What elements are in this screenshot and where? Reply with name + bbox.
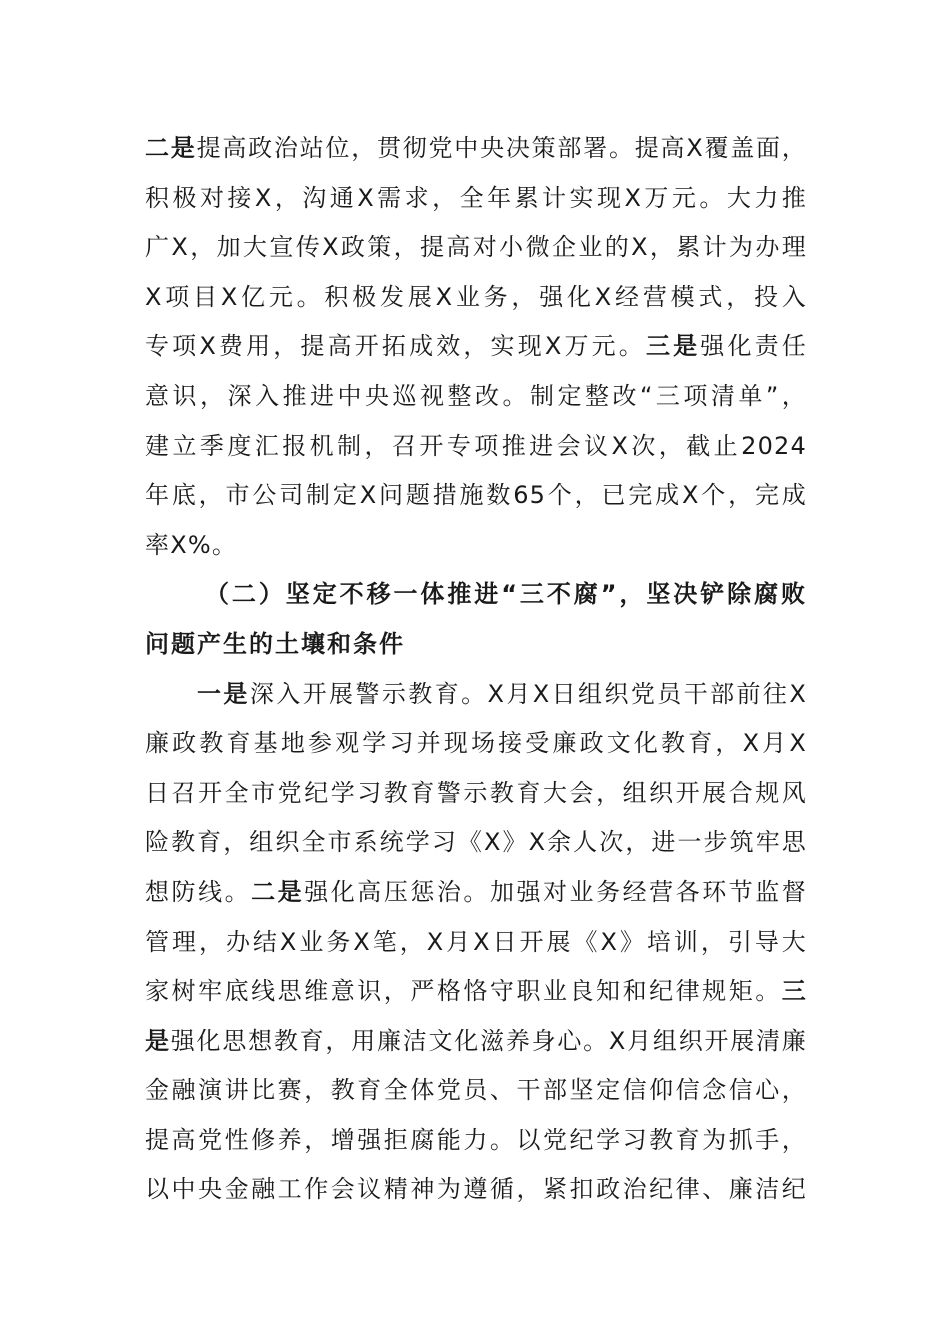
body-text: 想防线。 [145,877,252,906]
text-line [145,1116,807,1166]
body-text: 提高政治站位，贯彻党中央决策部署。提高X覆盖面， [196,134,807,162]
text-line [145,1165,807,1215]
text-line [145,719,807,769]
text-line [145,273,807,323]
text-line [145,670,807,720]
emphasis-text: 一是 [197,679,250,708]
body-text: 强化责任 [700,332,807,361]
text-line [145,521,807,571]
body-text: 廉政教育基地参观学习并现场接受廉政文化教育，X月X [145,729,807,758]
body-text: 积极对接X，沟通X需求，全年累计实现X万元。大力推 [145,183,807,212]
body-text: 年底，市公司制定X问题措施数65个，已完成X个，完成 [145,481,807,510]
body-text: X项目X亿元。积极发展X业务，强化X经营模式，投入 [145,282,807,311]
section-heading-2 [145,570,807,669]
body-text: 提高党性修养，增强拒腐能力。以党纪学习教育为抓手， [145,1125,807,1154]
text-line [145,1066,807,1116]
body-text: 金融演讲比赛，教育全体党员、干部坚定信仰信念信心， [145,1076,807,1105]
heading-line: （二）坚定不移一体推进“三不腐”，坚决铲除腐败 [205,580,807,609]
text-line [145,422,807,472]
body-text: 家树牢底线思维意识，严格恪守职业良知和纪律规矩。 [145,977,782,1006]
text-line [145,471,807,521]
emphasis-text: 二是 [145,134,197,162]
body-text: 广X，加大宣传X政策，提高对小微企业的X，累计为办理 [145,233,807,262]
body-text: 强化高压惩治。加强对业务经营各环节监督 [304,877,807,906]
paragraph-section-2-items [145,670,807,1216]
heading-line: 问题产生的土壤和条件 [145,629,405,658]
text-line [145,322,807,372]
text-line [145,372,807,422]
body-text: 深入开展警示教育。X月X日组织党员干部前往X [249,679,807,708]
body-text: 专项X费用，提高开拓成效，实现X万元。 [145,332,646,361]
body-text: 管理，办结X业务X笔，X月X日开展《X》培训，引导大 [145,927,807,956]
body-text: 强化思想教育，用廉洁文化滋养身心。X月组织开展清廉 [170,1026,807,1055]
paragraph-section-1-items [145,124,807,570]
document-page [145,124,807,1215]
text-line [145,223,807,273]
text-line [145,868,807,918]
text-line [145,1017,807,1067]
body-text: 险教育，组织全市系统学习《X》X余人次，进一步筑牢思 [145,828,807,857]
text-line [145,769,807,819]
body-text: 率X%。 [145,530,238,559]
emphasis-text: 三 [781,977,807,1006]
body-text: 以中央金融工作会议精神为遵循，紧扣政治纪律、廉洁纪 [145,1175,807,1204]
text-line [145,124,807,174]
text-line [145,174,807,224]
body-text: 意识，深入推进中央巡视整改。制定整改“三项清单”， [145,381,807,410]
body-text: 日召开全市党纪学习教育警示教育大会，组织开展合规风 [145,778,807,807]
text-line [145,967,807,1017]
emphasis-text: 三是 [645,332,701,361]
emphasis-text: 二是 [251,877,305,906]
emphasis-text: 是 [145,1026,171,1055]
body-text: 建立季度汇报机制，召开专项推进会议X次，截止2024 [145,431,807,460]
text-line [145,918,807,968]
text-line [145,818,807,868]
